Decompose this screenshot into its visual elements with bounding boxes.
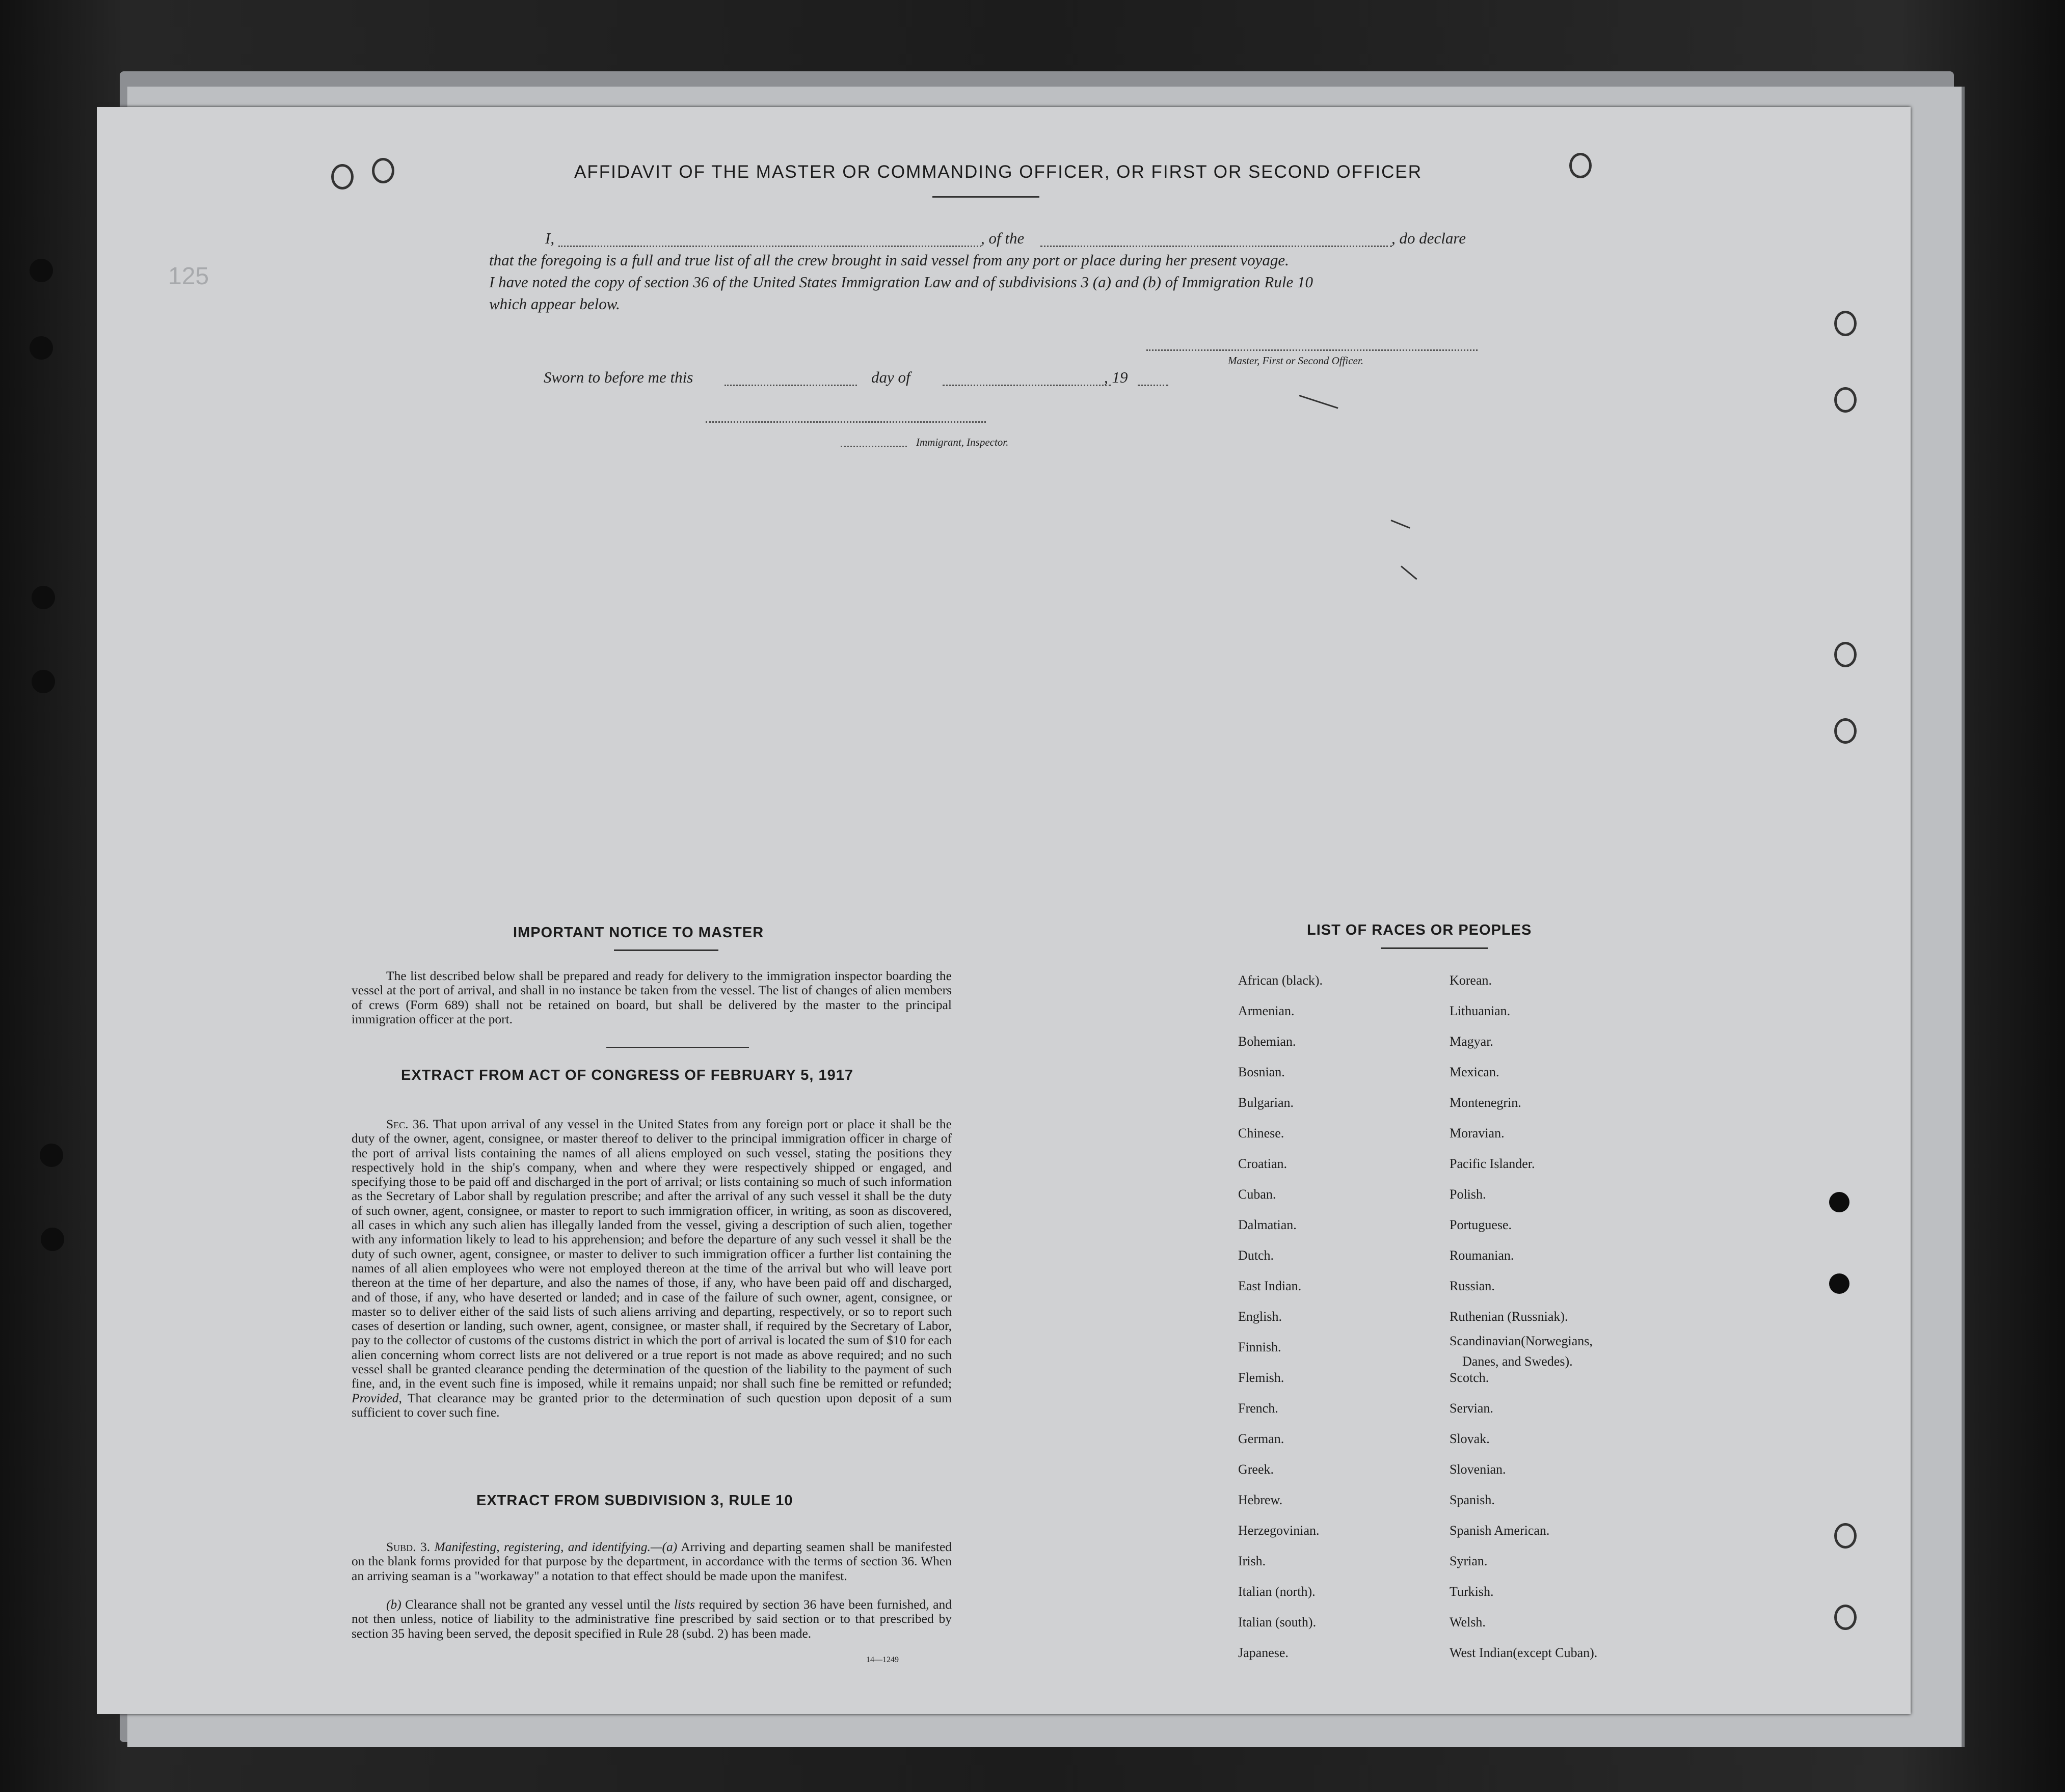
- race-item: Magyar.: [1450, 1034, 1493, 1049]
- race-item: Servian.: [1450, 1401, 1493, 1416]
- race-item: Bosnian.: [1238, 1065, 1285, 1079]
- race-item: Pacific Islander.: [1450, 1156, 1535, 1171]
- race-item: Turkish.: [1450, 1584, 1494, 1599]
- punch-ring: [331, 164, 354, 189]
- act-body: [352, 1117, 952, 1420]
- race-item: Ruthenian (Russniak).: [1450, 1309, 1568, 1324]
- punch-ring: [1834, 1605, 1857, 1630]
- notice-divider: [606, 1047, 749, 1048]
- rule10-title: EXTRACT FROM SUBDIVISION 3, RULE 10: [476, 1492, 793, 1509]
- race-item: Dutch.: [1238, 1248, 1274, 1263]
- race-item: Armenian.: [1238, 1003, 1295, 1018]
- race-item: West Indian(except Cuban).: [1450, 1645, 1598, 1660]
- day-of: day of: [871, 368, 910, 386]
- master-label: Master, First or Second Officer.: [1228, 355, 1363, 367]
- race-item: Portuguese.: [1450, 1217, 1512, 1232]
- document-page: [97, 107, 1911, 1714]
- race-item: Montenegrin.: [1450, 1095, 1521, 1110]
- race-item: Cuban.: [1238, 1187, 1276, 1202]
- binder-hole: [1829, 1273, 1849, 1294]
- race-item: Korean.: [1450, 973, 1492, 988]
- races-title: LIST OF RACES OR PEOPLES: [1307, 922, 1532, 938]
- punch-ring: [1834, 311, 1857, 336]
- punch-ring: [1569, 153, 1592, 178]
- race-item: Lithuanian.: [1450, 1003, 1511, 1018]
- race-item: Italian (north).: [1238, 1584, 1316, 1599]
- form-number: 14—1249: [866, 1655, 899, 1664]
- affidavit-line-i: I,: [545, 229, 555, 247]
- proviso-label: Provided,: [352, 1390, 402, 1405]
- binder-hole: [40, 1144, 63, 1167]
- race-item: Bohemian.: [1238, 1034, 1296, 1049]
- sworn-text: Sworn to before me this: [544, 368, 693, 386]
- race-item: Japanese.: [1238, 1645, 1289, 1660]
- subd-a-text: Arriving and departing seamen shall be manifested on the blank forms provided for that purpose by the department, in accordance with the terms of section 36. When an arriving seaman is a "workaway" a notation to that effect should be made upon the manifest.: [352, 1539, 952, 1583]
- subd-label: Subd. 3.: [386, 1539, 431, 1554]
- race-item: Greek.: [1238, 1462, 1274, 1477]
- race-item: Finnish.: [1238, 1340, 1281, 1354]
- race-item: Scandinavian(Norwegians,: [1450, 1334, 1593, 1348]
- race-item: Scotch.: [1450, 1370, 1489, 1385]
- subd-b-lists: lists: [674, 1597, 695, 1612]
- race-item: Flemish.: [1238, 1370, 1284, 1385]
- inspector-signature-blank: [706, 421, 986, 423]
- act-title: [401, 1067, 853, 1084]
- pen-mark: [1299, 395, 1338, 409]
- race-item: East Indian.: [1238, 1279, 1302, 1293]
- subd-b-pre: Clearance shall not be granted any vessel until the: [405, 1597, 671, 1612]
- title-rule: [932, 196, 1039, 198]
- race-item: Hebrew.: [1238, 1492, 1283, 1507]
- binder-hole: [32, 586, 55, 609]
- master-signature-blank: [1146, 349, 1478, 351]
- inspector-lead-dots: [841, 446, 907, 447]
- race-item: African (black).: [1238, 973, 1323, 988]
- sworn-day-blank: [725, 385, 857, 386]
- year-prefix: , 19: [1104, 368, 1128, 386]
- race-item: Slovak.: [1450, 1431, 1490, 1446]
- punch-ring: [1834, 1523, 1857, 1549]
- sworn-month-blank: [943, 385, 1111, 386]
- race-item: Dalmatian.: [1238, 1217, 1297, 1232]
- notice-rule: [614, 949, 718, 951]
- affidavit-line-3: I have noted the copy of section 36 of the United States Immigration Law and of subdivisions 3 (a) and (b) of Immigration Rule 10: [489, 273, 1313, 291]
- race-item: Irish.: [1238, 1554, 1266, 1568]
- race-item: Chinese.: [1238, 1126, 1284, 1141]
- affidavit-line-2: that the foregoing is a full and true list of all the crew brought in said vessel from any port or place during her present voyage.: [489, 251, 1289, 269]
- race-item: Spanish American.: [1450, 1523, 1550, 1538]
- notice-body: The list described below shall be prepared and ready for delivery to the immigration inspector boarding the vessel at the port of arrival, and shall in no instance be taken from the vessel. The list of changes of alien members of crews (Form 689) shall not be retained on board, but shall be delivered by the master to the principal immigration officer at the port.: [352, 968, 952, 1026]
- race-item: Welsh.: [1450, 1615, 1486, 1630]
- race-item: English.: [1238, 1309, 1282, 1324]
- vessel-blank: [1040, 246, 1392, 247]
- notice-title: IMPORTANT NOTICE TO MASTER: [513, 925, 764, 941]
- year-blank: [1138, 385, 1168, 386]
- binder-hole: [32, 670, 55, 693]
- race-item: Roumanian.: [1450, 1248, 1514, 1263]
- binder-hole: [41, 1228, 64, 1251]
- sec-body: That upon arrival of any vessel in the United States from any foreign port or place it shall be the duty of the owner, agent, consignee, or master thereof to deliver to the principal immigration officer in charge of the port of arrival lists containing the names of all aliens employed on such vessel, stating the positions they respectively hold in the ship's company, when and where they were respectively shipped or engaged, and specifying those to be paid off and discharged in the port of arrival; or lists containing so much of such information as the Secretary of Labor shall by regulation prescribe; and after the arrival of any such vessel it shall be the duty of such owner, agent, consignee, or master to report to such immigration officer, in writing, as soon as discovered, all cases in which any such alien has illegally landed from the vessel, giving a description of such alien, together with any information likely to lead to his apprehension; and before the departure of any such vessel it shall be the duty of such owner, agent, consignee, or master to deliver to such immigration officer a further list containing the names of all alien employees who were not employed thereon at the time of the arrival but who will leave port thereon at the time of her departure, and also the names of those, if any, who have been paid off and discharged, and of those, if any, who have deserted or landed; and in case of the failure of such owner, agent, consignee, or master so to deliver either of the said lists of such aliens arriving and departing, respectively, or so to report such cases of desertion or landing, such owner, agent, consignee, or master shall, if required by the Secretary of Labor, pay to the collector of customs of the customs district in which the port of arrival is located the sum of $10 for each alien concerning whom correct lists are not delivered or a true report is not made as above required; and no such vessel shall be granted clearance pending the determination of the question of the liability to the payment of such fine, and, in the event such fine is imposed, while it remains unpaid; nor shall such fine be remitted or refunded;: [352, 1117, 952, 1391]
- race-item: Herzegovinian.: [1238, 1523, 1320, 1538]
- race-item: German.: [1238, 1431, 1284, 1446]
- race-item: Italian (south).: [1238, 1615, 1317, 1630]
- race-item: Polish.: [1450, 1187, 1486, 1202]
- binder-hole: [30, 336, 53, 360]
- binder-hole: [1829, 1192, 1849, 1212]
- punch-ring: [372, 158, 394, 183]
- punch-ring: [1834, 642, 1857, 667]
- race-item: Spanish.: [1450, 1492, 1495, 1507]
- race-item: Danes, and Swedes).: [1462, 1354, 1573, 1369]
- race-item: French.: [1238, 1401, 1278, 1416]
- subd-heading: Manifesting, registering, and identifying.—(a): [434, 1539, 678, 1554]
- affidavit-of-the: , of the: [981, 229, 1025, 247]
- affidavit-do-declare: , do declare: [1391, 229, 1466, 247]
- race-item: Russian.: [1450, 1279, 1495, 1293]
- subd-b-post: required by section 36 have been furnished, and not then unless, notice of liability to the administrative fine prescribed by said section or to that prescribed by section 35 having been served, the deposit specified in Rule 28 (subd. 2) has been made.: [352, 1597, 952, 1641]
- punch-ring: [1834, 387, 1857, 413]
- affidavit-line-4: which appear below.: [489, 295, 620, 313]
- inspector-label: Immigrant, Inspector.: [916, 436, 1009, 448]
- sec-label: Sec. 36.: [386, 1117, 429, 1131]
- name-blank: [558, 246, 981, 247]
- race-item: Croatian.: [1238, 1156, 1288, 1171]
- race-item: Bulgarian.: [1238, 1095, 1294, 1110]
- pen-mark: [1401, 565, 1417, 580]
- rule10-subd-b: [352, 1597, 952, 1641]
- punch-ring: [1834, 718, 1857, 744]
- races-rule: [1381, 947, 1488, 949]
- race-item: Slovenian.: [1450, 1462, 1506, 1477]
- proviso-body: That clearance may be granted prior to the determination of such question upon deposit of a sum sufficient to cover such fine.: [352, 1390, 952, 1420]
- rule10-subd-a: [352, 1540, 952, 1583]
- race-item: Syrian.: [1450, 1554, 1488, 1568]
- margin-note: 125: [168, 263, 209, 290]
- race-item: Mexican.: [1450, 1065, 1499, 1079]
- act-title-text: EXTRACT FROM ACT OF CONGRESS OF FEBRUARY 5, 1917: [401, 1067, 854, 1083]
- pen-mark: [1390, 520, 1410, 529]
- race-item: Moravian.: [1450, 1126, 1505, 1141]
- affidavit-title: AFFIDAVIT OF THE MASTER OR COMMANDING OFFICER, OR FIRST OR SECOND OFFICER: [574, 162, 1423, 182]
- subd-b-label: (b): [386, 1597, 401, 1612]
- binder-hole: [30, 259, 53, 282]
